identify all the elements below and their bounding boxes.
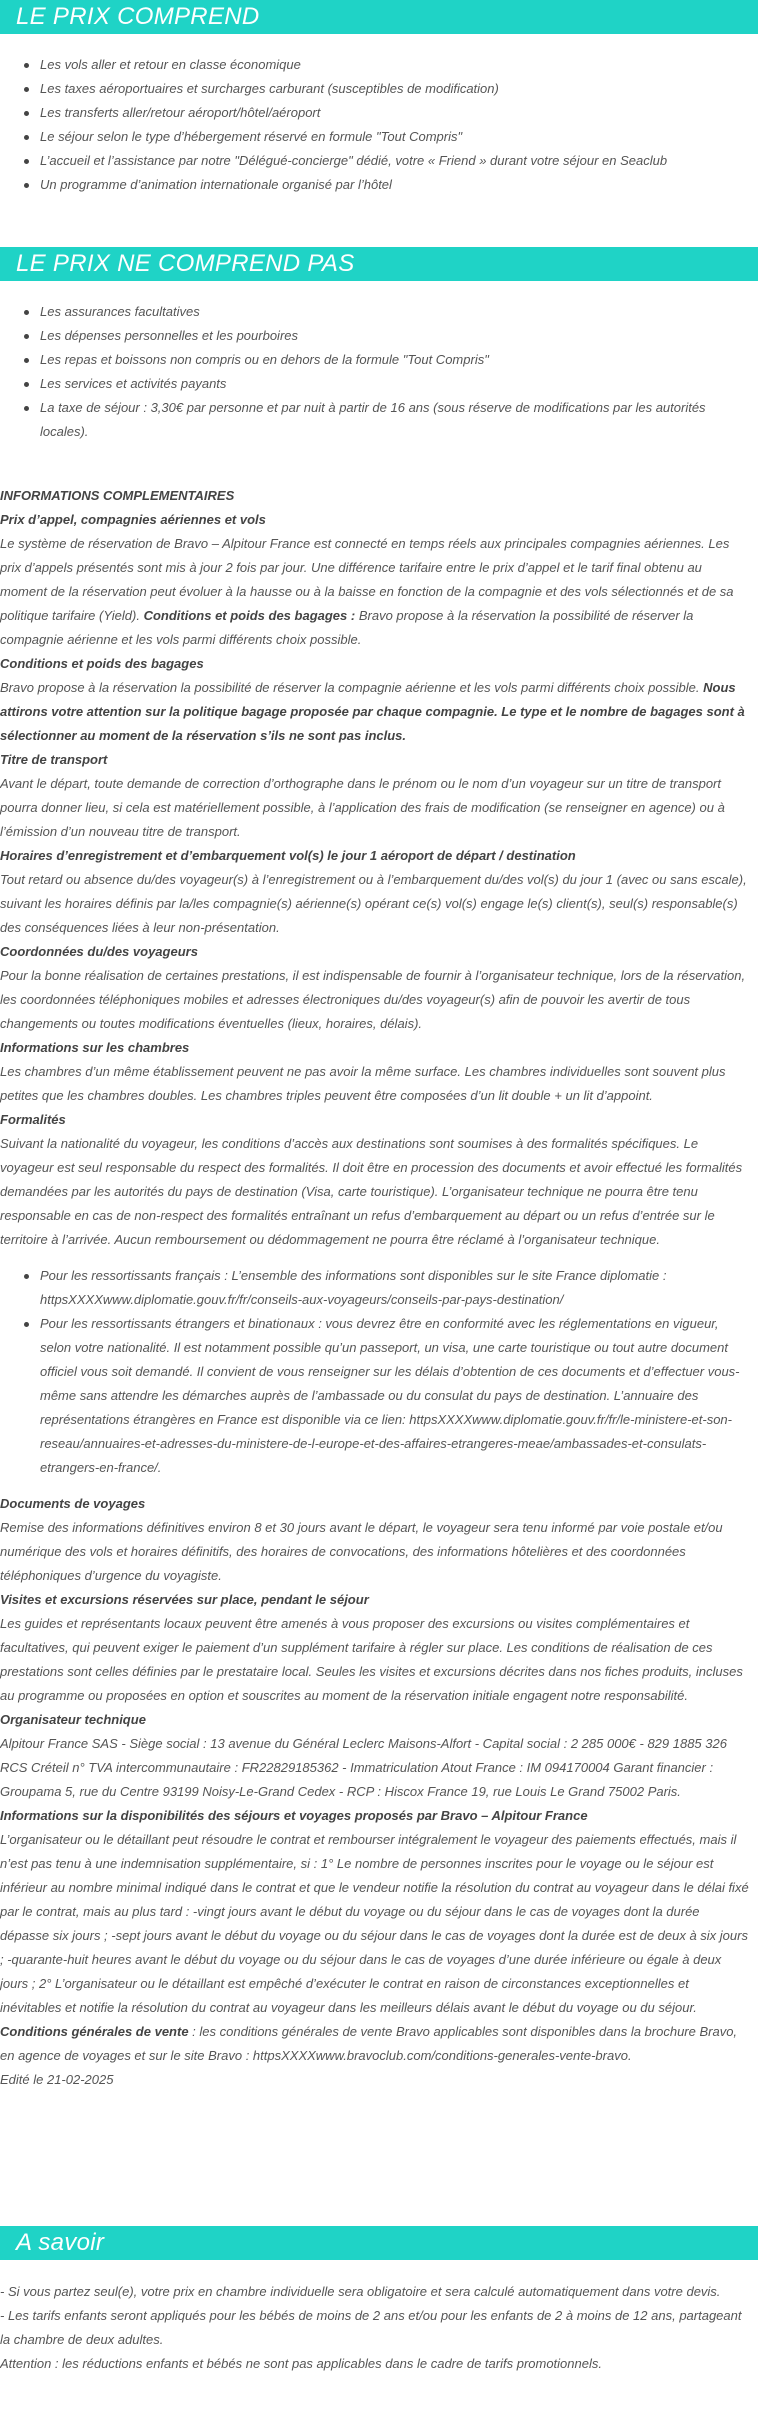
organisateur-title: Organisateur technique [0,1712,146,1727]
horaires-title: Horaires d’enregistrement et d’embarquement vol(s) le jour 1 aéroport de départ / destination [0,848,576,863]
list-item: Un programme d’animation internationale organisé par l’hôtel [0,173,758,197]
list-item: Les repas et boissons non compris ou en dehors de la formule "Tout Compris" [0,348,758,372]
included-list [0,53,758,197]
formalites-title: Formalités [0,1112,66,1127]
info-complementaires [0,484,752,2092]
list-item: Les vols aller et retour en classe économique [0,53,758,77]
documents-title: Documents de voyages [0,1496,146,1511]
section-banner-prix-comprend [0,0,758,34]
a-savoir-text [0,2280,752,2376]
list-item: La taxe de séjour : 3,30€ par personne et par nuit à partir de 16 ans (sous réserve de modifications par les autorités locales). [0,396,758,444]
list-item: Pour les ressortissants français : L’ensemble des informations sont disponibles sur le site France diplomatie : httpsXXXXwww.diplomatie.gouv.fr/fr/conseils-aux-voyageurs/conseils-par-pays-destination/ [0,1264,752,1312]
section-title: LE PRIX COMPREND [16,3,260,30]
formalites-text: Suivant la nationalité du voyageur, les conditions d’accès aux destinations sont soumises à des formalités spécifiques. Le voyageur est seul responsable du respect des formalités. Il doit être en procession des documents et avoir effectué les formalités demandées par les autorités du pays de destination (Visa, carte touristique). L’organisateur technique ne pourra être tenu responsable en cas de non-respect des formalités entraînant un refus d’embarquement au départ ou un refus d’entrée sur le territoire à l’arrivée. Aucun remboursement ou dédommagement ne pourra être réclamé à l’organisateur technique. [0,1136,743,1247]
section-title: LE PRIX NE COMPREND PAS [16,250,355,277]
organisateur-text: Alpitour France SAS - Siège social : 13 avenue du Général Leclerc Maisons-Alfort - Capital social : 2 285 000€ - 829 1885 326 RCS Créteil n° TVA intercommunautaire : FR22829185362 - Immatriculation Atout France : IM 094170004 Garant financier : Groupama 5, rue du Centre 93199 Noisy-Le-Grand Cedex - RCP : Hiscox France 19, rue Louis Le Grand 75002 Paris. [0,1736,727,1799]
coordonnees-text: Pour la bonne réalisation de certaines prestations, il est indispensable de fournir à l’organisateur technique, lors de la réservation, les coordonnées téléphoniques mobiles et adresses électroniques du/des voyageur(s) afin de pouvoir les avertir de tous changements ou toutes modifications éventuelles (lieux, horaires, délais). [0,968,746,1031]
edited-date: Edité le 21-02-2025 [0,2072,114,2087]
bagages-title: Conditions et poids des bagages [0,656,204,671]
titre-transport-title: Titre de transport [0,752,108,767]
prix-paragraph: Le système de réservation de Bravo – Alpitour France est connecté en temps réels aux principales compagnies aériennes. Les prix d’appels présentés sont mis à jour 2 fois par jour. Une différence tarifaire entre le prix d’appel et le tarif final obtenu au moment de la réservation peut évoluer à la hausse ou à la baisse en fonction de la compagnie et des vols sélectionnés et de sa politique tarifaire (Yield). Conditions et poids des bagages : Bravo propose à la réservation la possibilité de réserver la compagnie aérienne et les vols parmi différents choix possible. [0,536,734,647]
bagages-paragraph: Bravo propose à la réservation la possibilité de réserver la compagnie aérienne et les vols parmi différents choix possible. Nous attirons votre attention sur la politique bagage proposée par chaque compagnie. Le type et le nombre de bagages sont à sélectionner au moment de la réservation s’ils ne sont pas inclus. [0,680,745,743]
a-savoir-line: - Les tarifs enfants seront appliqués pour les bébés de moins de 2 ans et/ou pour les enfants de 2 à moins de 12 ans, partageant la chambre de deux adultes. [0,2308,742,2347]
list-item: Les services et activités payants [0,372,758,396]
visites-title: Visites et excursions réservées sur place, pendant le séjour [0,1592,369,1607]
excluded-list [0,300,758,444]
cgv-paragraph: Conditions générales de vente : les conditions générales de vente Bravo applicables sont disponibles dans la brochure Bravo, en agence de voyages et sur le site Bravo : httpsXXXXwww.bravoclub.com/conditions-generales-vente-bravo. [0,2024,738,2063]
list-item: Les dépenses personnelles et les pourboires [0,324,758,348]
info-heading: INFORMATIONS COMPLEMENTAIRES [0,488,235,503]
horaires-text: Tout retard ou absence du/des voyageur(s) à l’enregistrement ou à l’embarquement du/des vol(s) du jour 1 (avec ou sans escale), suivant les horaires définis par la/les compagnie(s) aérienne(s) opérant ce(s) vol(s) engage le(s) client(s), seul(s) responsable(s) des conséquences liées à leur non-présentation. [0,872,747,935]
list-item: Les taxes aéroportuaires et surcharges carburant (susceptibles de modification) [0,77,758,101]
list-item: Le séjour selon le type d’hébergement réservé en formule "Tout Compris" [0,125,758,149]
documents-text: Remise des informations définitives environ 8 et 30 jours avant le départ, le voyageur sera tenu informé par voie postale et/ou numérique des vols et horaires définitifs, des horaires de convocations, des informations hôtelières et des coordonnées téléphoniques d’urgence du voyagiste. [0,1520,723,1583]
chambres-text: Les chambres d’un même établissement peuvent ne pas avoir la même surface. Les chambres individuelles sont souvent plus petites que les chambres doubles. Les chambres triples peuvent être composées d’un lit double + un lit d’appoint. [0,1064,726,1103]
a-savoir-line: Attention : les réductions enfants et bébés ne sont pas applicables dans le cadre de tarifs promotionnels. [0,2356,602,2371]
formalites-list [0,1264,752,1480]
section-banner-prix-ne-comprend-pas [0,247,758,281]
list-item: Les assurances facultatives [0,300,758,324]
chambres-title: Informations sur les chambres [0,1040,190,1055]
section-title: A savoir [16,2229,105,2256]
a-savoir-line: - Si vous partez seul(e), votre prix en chambre individuelle sera obligatoire et sera calculé automatiquement dans votre devis. [0,2284,721,2299]
list-item: L’accueil et l’assistance par notre "Délégué-concierge" dédié, votre « Friend » durant votre séjour en Seaclub [0,149,758,173]
disponibilites-text: L’organisateur ou le détaillant peut résoudre le contrat et rembourser intégralement le voyageur des paiements effectués, mais il n’est pas tenu à une indemnisation supplémentaire, si : 1° Le nombre de personnes inscrites pour le voyage ou le séjour est inférieur au nombre minimal indiqué dans le contrat et que le vendeur notifie la résolution du contrat au voyageur dans le délai fixé par le contrat, mais au plus tard : -vingt jours avant le début du voyage ou du séjour dans le cas de voyages dont la durée dépasse six jours ; -sept jours avant le début du voyage ou du séjour dans le cas de voyages dont la durée est de deux à six jours ; -quarante-huit heures avant le début du voyage ou du séjour dans le cas de voyages d’une durée inférieure ou égale à deux jours ; 2° L’organisateur ou le détaillant est empêché d’exécuter le contrat en raison de circonstances exceptionnelles et inévitables et notifie la résolution du contrat au voyageur dans les meilleurs délais avant le début du voyage ou du séjour. [0,1832,749,2015]
list-item: Les transferts aller/retour aéroport/hôtel/aéroport [0,101,758,125]
prix-title: Prix d’appel, compagnies aériennes et vols [0,512,266,527]
visites-text: Les guides et représentants locaux peuvent être amenés à vous proposer des excursions ou visites complémentaires et facultatives, qui peuvent exiger le paiement d’un supplément tarifaire à régler sur place. Les conditions de réalisation de ces prestations sont celles définies par le prestataire local. Seules les visites et excursions décrites dans nos fiches produits, incluses au programme ou proposées en option et souscrites au moment de la réservation initiale engagent notre responsabilité. [0,1616,743,1703]
section-banner-a-savoir [0,2226,758,2260]
disponibilites-title: Informations sur la disponibilités des séjours et voyages proposés par Bravo – Alpitour France [0,1808,588,1823]
coordonnees-title: Coordonnées du/des voyageurs [0,944,198,959]
titre-transport-text: Avant le départ, toute demande de correction d’orthographe dans le prénom ou le nom d’un voyageur sur un titre de transport pourra donner lieu, si cela est matériellement possible, à l’application des frais de modification (se renseigner en agence) ou à l’émission d’un nouveau titre de transport. [0,776,725,839]
list-item: Pour les ressortissants étrangers et binationaux : vous devrez être en conformité avec les réglementations en vigueur, selon votre nationalité. Il est notamment possible qu’un passeport, un visa, une carte touristique ou tout autre document officiel vous soit demandé. Il convient de vous renseigner sur les délais d’obtention de ces documents et d’effectuer vous-même sans attendre les démarches auprès de l’ambassade ou du consulat du pays de destination. L’annuaire des représentations étrangères en France est disponible via ce lien: httpsXXXXwww.diplomatie.gouv.fr/fr/le-ministere-et-son-reseau/annuaires-et-adresses-du-ministere-de-l-europe-et-des-affaires-etrangeres-meae/ambassades-et-consulats-etrangers-en-france/. [0,1312,752,1480]
